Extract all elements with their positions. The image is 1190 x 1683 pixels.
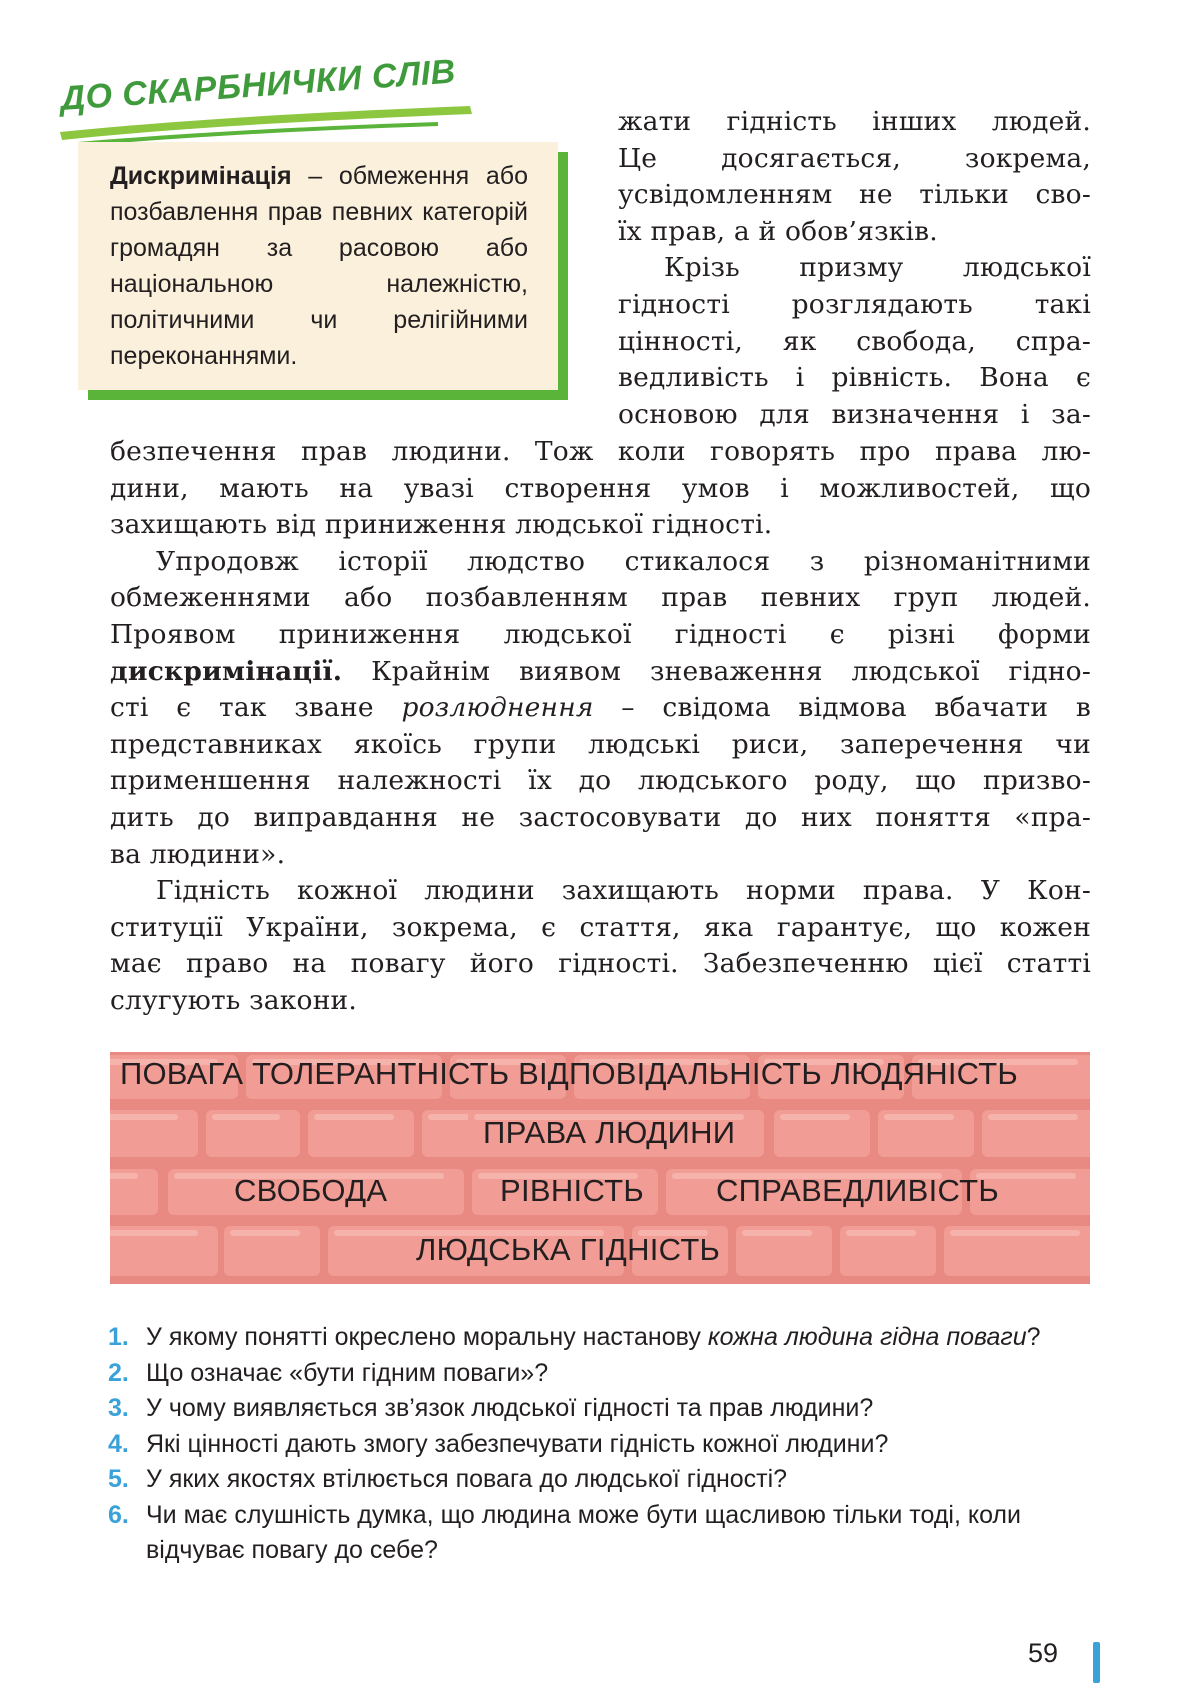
brick-highlight	[988, 1114, 1078, 1120]
brick-highlight	[230, 1230, 300, 1236]
question-item	[108, 1427, 1098, 1463]
text-fragment: ?	[1026, 1323, 1041, 1351]
question-number: 2.	[108, 1358, 129, 1387]
text-line: має право на повагу його гідності. Забезпеченню цієї статті	[110, 948, 1091, 980]
question-text	[146, 1320, 1098, 1356]
text-line	[110, 654, 1091, 691]
text-line: применшення належності їх до людського роду, що призво-	[110, 765, 1091, 797]
page-number: 59	[1028, 1638, 1059, 1668]
text-line: їх прав, а й обов’язків.	[618, 215, 938, 247]
question-number: 4.	[108, 1429, 129, 1458]
text-fragment: сті є так зване	[110, 692, 402, 724]
brick-highlight	[780, 1114, 850, 1120]
question-item	[108, 1320, 1098, 1356]
italic-term: кожна людина гідна поваги	[707, 1323, 1027, 1351]
glossary-term: Дискримінація	[110, 162, 292, 190]
text-line: основою для визначення і за-	[618, 398, 1091, 430]
glossary-heading	[58, 52, 478, 150]
text-line: обмеженнями або позбавленням прав певних груп людей.	[110, 582, 1091, 614]
brick-highlight	[212, 1114, 280, 1120]
text-line: безпечення прав людини. Тож коли говорять про права лю-	[110, 436, 1091, 467]
page-marker-bar	[1093, 1642, 1100, 1683]
brick-highlight	[950, 1230, 1080, 1236]
text-line: слугують закони.	[110, 984, 358, 1016]
brick-highlight	[110, 1173, 138, 1179]
question-text: Які цінності дають змогу забезпечувати гідність кожної людини?	[146, 1429, 889, 1458]
wall-label-justice: СПРАВЕДЛИВІСТЬ	[716, 1173, 1000, 1208]
text-line: Крізь призму людської	[664, 252, 1091, 284]
text-line: усвідомленням не тільки сво-	[618, 179, 1091, 211]
wall-label-human-dignity: ЛЮДСЬКА ГІДНІСТЬ	[416, 1232, 721, 1267]
brick-highlight	[110, 1114, 178, 1120]
question-number: 6.	[108, 1500, 129, 1529]
main-body-text	[110, 434, 1091, 1020]
question-item	[108, 1462, 1098, 1498]
brick-highlight	[110, 1230, 198, 1236]
text-fragment: Крайнім виявом зневаження людської гідно-	[342, 655, 1091, 687]
wall-label-human-rights: ПРАВА ЛЮДИНИ	[483, 1115, 736, 1150]
question-number: 1.	[108, 1323, 129, 1351]
wall-row-values: ПОВАГА ТОЛЕРАНТНІСТЬ ВІДПОВІДАЛЬНІСТЬ ЛЮДЯНІСТЬ	[120, 1056, 1018, 1091]
question-number: 5.	[108, 1465, 129, 1493]
question-text: У чому виявляється зв’язок людської гідності та прав людини?	[146, 1394, 874, 1422]
brick-highlight	[742, 1230, 812, 1236]
question-item	[108, 1356, 1098, 1392]
text-line: Проявом приниження людської гідності є різні форми	[110, 618, 1091, 650]
right-column-text	[618, 104, 1091, 433]
text-line: представниках якоїсь групи людські риси, заперечення чи	[110, 728, 1091, 760]
text-line: ведливість і рівність. Вона є	[618, 362, 1091, 394]
text-line: цінності, як свобода, спра-	[618, 325, 1091, 357]
text-line: жати гідність інших людей.	[618, 106, 1091, 137]
text-line: Упродовж історії людство стикалося з різноманітними	[156, 545, 1091, 577]
glossary-heading-text: ДО СКАРБНИЧКИ СЛІВ	[59, 52, 457, 119]
text-line: Це досягається, зокрема,	[618, 142, 1091, 174]
question-text: У яких якостях втілюється повага до людської гідності?	[146, 1465, 788, 1493]
text-line: дить до виправдання не застосовувати до них поняття «пра-	[110, 801, 1091, 833]
text-line: гідності розглядають такі	[618, 288, 1091, 320]
text-fragment: У якому понятті окреслено моральну настанову	[146, 1323, 708, 1351]
questions-list	[108, 1320, 1098, 1569]
question-item	[108, 1391, 1098, 1427]
text-line: Гідність кожної людини захищають норми права. У Кон-	[156, 875, 1091, 907]
italic-term: розлюднення	[401, 692, 594, 724]
question-number: 3.	[108, 1394, 129, 1422]
wall-label-equality: РІВНІСТЬ	[500, 1173, 645, 1208]
glossary-box	[78, 142, 558, 390]
question-text: Що означає «бути гідним поваги»?	[146, 1358, 549, 1387]
glossary-definition	[110, 158, 528, 374]
brick-highlight	[884, 1114, 954, 1120]
text-line: дини, мають на увазі створення умов і можливостей, що	[110, 472, 1091, 504]
brick-wall	[110, 1052, 1090, 1284]
glossary-definition-text: – обмеження або позбавлення прав певних категорій громадян за расовою або національною належністю, політичними чи релігійними переконаннями.	[110, 162, 528, 370]
text-line: захищають від приниження людської гідності.	[110, 509, 773, 541]
text-line	[110, 690, 1091, 727]
bold-term: дискримінації.	[110, 655, 343, 687]
wall-label-freedom: СВОБОДА	[234, 1173, 388, 1208]
question-item	[108, 1498, 1098, 1569]
brick-highlight	[314, 1114, 394, 1120]
text-line: ва людини».	[110, 838, 286, 870]
text-line: ституції України, зокрема, є стаття, яка гарантує, що кожен	[110, 911, 1091, 943]
question-text: Чи має слушність думка, що людина може бути щасливою тільки тоді, коли відчуває повагу до себе?	[146, 1500, 1021, 1564]
text-fragment: – свідома відмова вбачати в	[593, 692, 1091, 724]
brick-highlight	[846, 1230, 916, 1236]
